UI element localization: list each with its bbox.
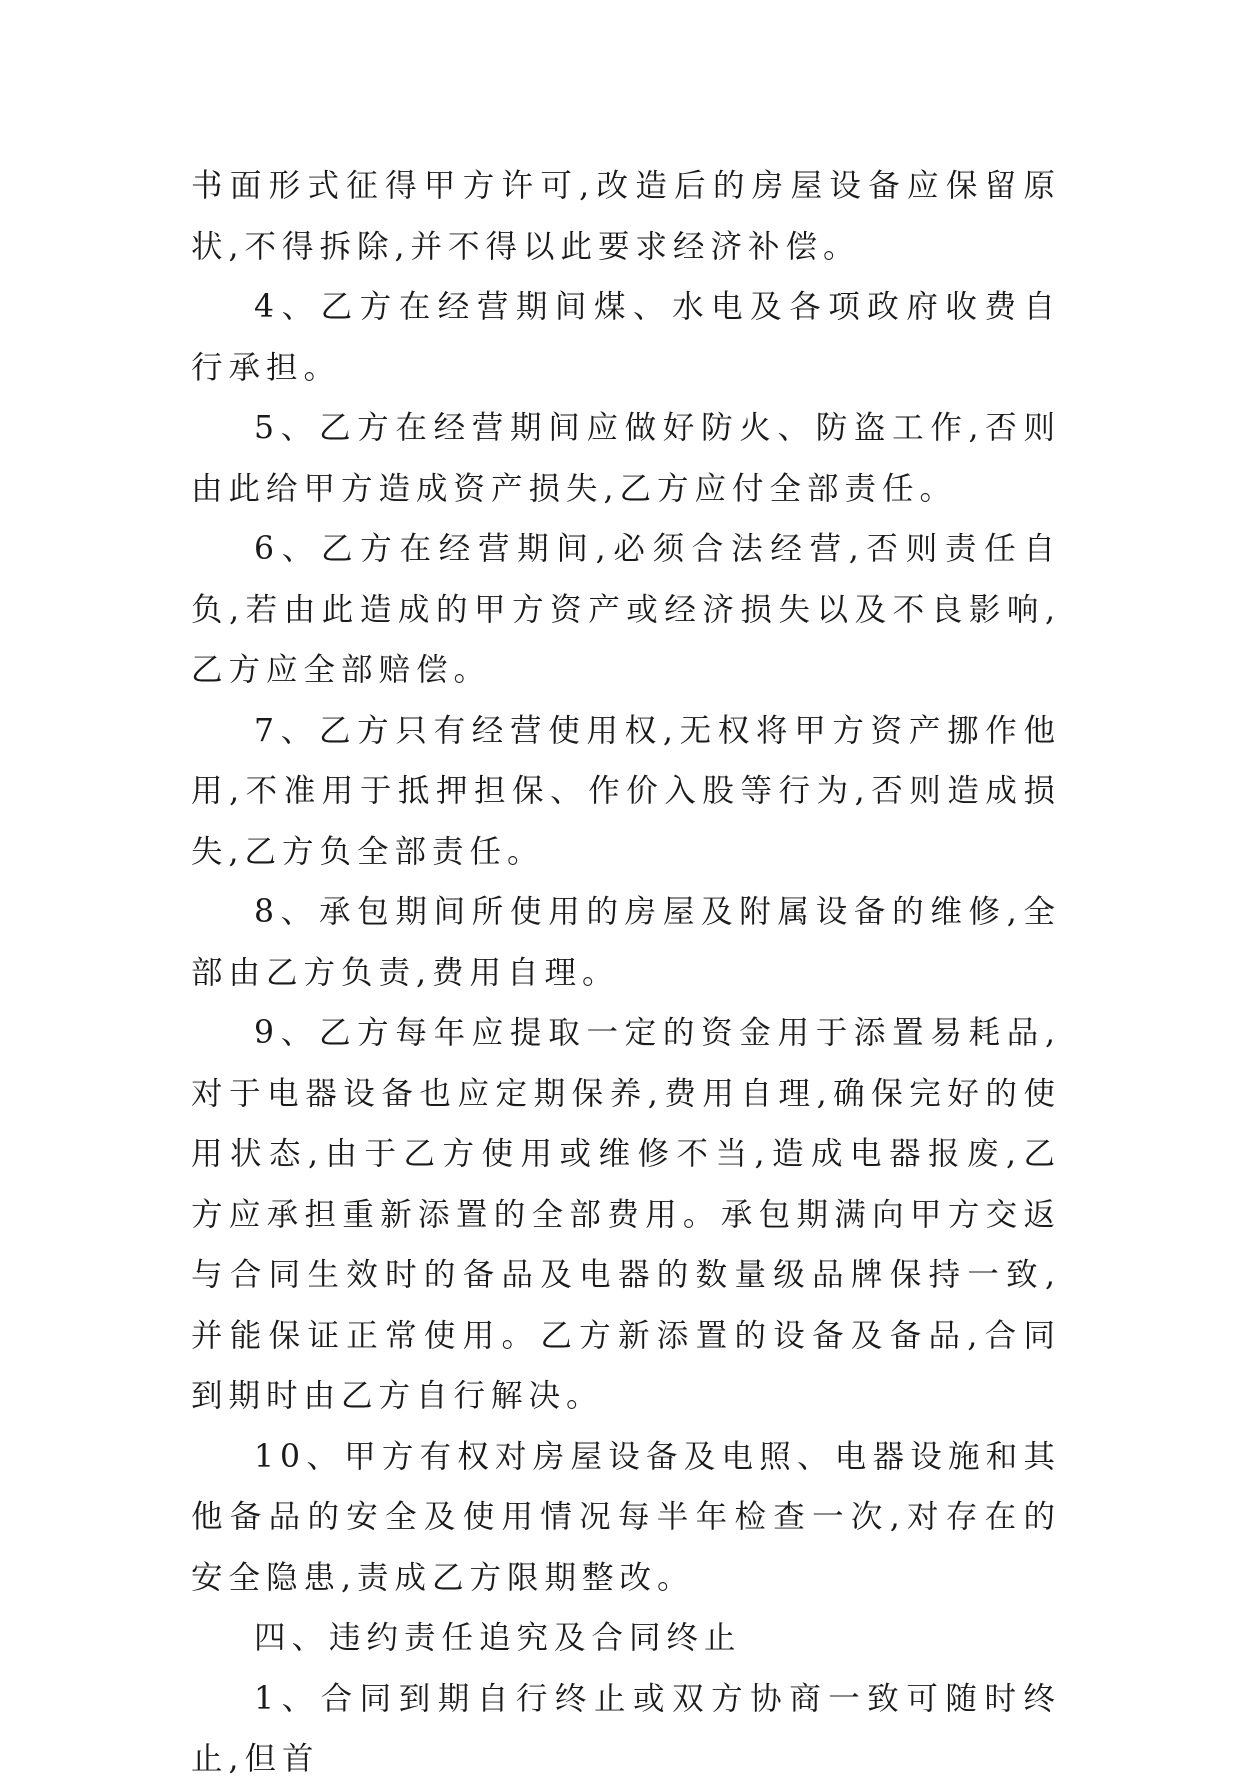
clause-10: 10、甲方有权对房屋设备及电照、电器设施和其他备品的安全及使用情况每半年检查一次,对存在的安全隐患,责成乙方限期整改。 [191, 1438, 1061, 1596]
section-heading-4: 四、违约责任追究及合同终止 [254, 1620, 742, 1656]
clause-7: 7、乙方只有经营使用权,无权将甲方资产挪作他用,不准用于抵押担保、作价入股等行为,否则造成损失,乙方负全部责任。 [191, 712, 1061, 870]
clause-6: 6、乙方在经营期间,必须合法经营,否则责任自负,若由此造成的甲方资产或经济损失以及不良影响,乙方应全部赔偿。 [191, 531, 1061, 688]
clause-4: 4、乙方在经营期间煤、水电及各项政府收费自行承担。 [191, 289, 1061, 386]
section-4-clause-1: 1、合同到期自行终止或双方协商一致可随时终止,但首 [191, 1680, 1061, 1777]
document-body [191, 156, 1061, 1790]
clause-5: 5、乙方在经营期间应做好防火、防盗工作,否则由此给甲方造成资产损失,乙方应付全部责任。 [191, 410, 1061, 507]
clause-9: 9、乙方每年应提取一定的资金用于添置易耗品,对于电器设备也应定期保养,费用自理,确保完好的使用状态,由于乙方使用或维修不当,造成电器报废,乙方应承担重新添置的全部费用。承包期满向甲方交返与合同生效时的备品及电器的数量级品牌保持一致,并能保证正常使用。乙方新添置的设备及备品,合同到期时由乙方自行解决。 [191, 1015, 1061, 1414]
paragraph-continuation: 书面形式征得甲方许可,改造后的房屋设备应保留原状,不得拆除,并不得以此要求经济补偿。 [191, 168, 1061, 265]
clause-8: 8、承包期间所使用的房屋及附属设备的维修,全部由乙方负责,费用自理。 [191, 894, 1061, 991]
